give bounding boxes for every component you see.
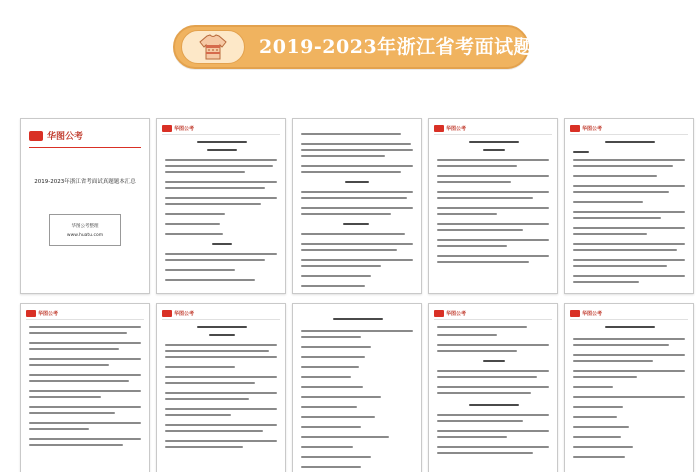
text-line bbox=[301, 191, 413, 193]
text-line bbox=[605, 326, 655, 328]
page-thumbnail-5[interactable] bbox=[564, 118, 694, 294]
page-thumbnail-8[interactable] bbox=[292, 303, 422, 472]
brand-logo-text: 华图公考 bbox=[174, 310, 195, 317]
banner-title: 2019-2023年浙江省考面试题本 bbox=[259, 36, 553, 58]
brand-logo-small bbox=[162, 124, 194, 132]
text-line bbox=[301, 197, 407, 199]
header-rule bbox=[162, 319, 280, 320]
text-line bbox=[301, 233, 405, 235]
text-line bbox=[301, 446, 353, 448]
page-thumbnail-9[interactable] bbox=[428, 303, 558, 472]
text-line bbox=[29, 380, 129, 382]
page-thumbnail-4[interactable] bbox=[428, 118, 558, 294]
text-line bbox=[573, 217, 661, 219]
text-line bbox=[29, 374, 141, 376]
text-line bbox=[165, 259, 265, 261]
text-line bbox=[437, 223, 549, 225]
text-line bbox=[573, 436, 621, 438]
text-line bbox=[437, 376, 537, 378]
text-line bbox=[165, 424, 277, 426]
text-line bbox=[437, 175, 549, 177]
cover-title: 2019-2023年浙江省考面试真题题本汇总 bbox=[34, 179, 136, 185]
text-line bbox=[165, 223, 220, 225]
text-line bbox=[301, 155, 385, 157]
text-line bbox=[437, 386, 549, 388]
text-line bbox=[301, 285, 365, 287]
text-line bbox=[165, 213, 225, 215]
text-line bbox=[573, 185, 685, 187]
page-thumbnail-3[interactable] bbox=[292, 118, 422, 294]
text-line bbox=[301, 171, 401, 173]
header-rule bbox=[434, 319, 552, 320]
text-line bbox=[301, 249, 397, 251]
text-line bbox=[573, 354, 685, 356]
text-line bbox=[573, 416, 617, 418]
text-line bbox=[165, 366, 235, 368]
brand-logo-text: 华图公考 bbox=[446, 125, 467, 132]
brand-mark-icon bbox=[29, 131, 43, 141]
text-line bbox=[301, 149, 413, 151]
text-line bbox=[483, 360, 505, 362]
text-line bbox=[29, 444, 123, 446]
text-line bbox=[165, 171, 245, 173]
text-line bbox=[301, 456, 371, 458]
brand-mark-icon bbox=[570, 125, 580, 132]
text-line bbox=[29, 390, 141, 392]
brand-logo-small bbox=[26, 309, 58, 317]
text-line bbox=[301, 396, 381, 398]
text-line bbox=[209, 334, 235, 336]
text-line bbox=[345, 181, 369, 183]
brand-mark-icon bbox=[434, 310, 444, 317]
text-line bbox=[437, 326, 527, 328]
brand-logo-text: 华图公考 bbox=[47, 132, 84, 142]
title-banner bbox=[173, 25, 553, 69]
text-line bbox=[573, 275, 685, 277]
text-line bbox=[301, 376, 351, 378]
text-line bbox=[573, 227, 685, 229]
brand-logo-text: 华图公考 bbox=[582, 310, 603, 317]
text-line bbox=[573, 344, 669, 346]
text-line bbox=[573, 249, 677, 251]
text-line bbox=[437, 239, 549, 241]
text-line bbox=[437, 430, 549, 432]
text-line bbox=[605, 141, 655, 143]
text-line bbox=[197, 141, 247, 143]
text-line bbox=[437, 392, 531, 394]
text-line bbox=[437, 229, 523, 231]
cover-box-line2: www.huatu.com bbox=[66, 232, 104, 238]
brand-logo-text: 华图公考 bbox=[38, 310, 59, 317]
page-thumbnail-cover[interactable] bbox=[20, 118, 150, 294]
text-line bbox=[573, 396, 685, 398]
text-line bbox=[29, 422, 141, 424]
brand-logo-text: 华图公考 bbox=[174, 125, 195, 132]
text-line bbox=[437, 197, 533, 199]
text-line bbox=[573, 159, 685, 161]
text-line bbox=[301, 330, 413, 332]
text-line bbox=[29, 332, 127, 334]
text-line bbox=[29, 364, 109, 366]
text-line bbox=[165, 414, 231, 416]
text-line bbox=[301, 346, 371, 348]
text-line bbox=[437, 255, 549, 257]
brand-logo-small bbox=[162, 309, 194, 317]
text-line bbox=[573, 175, 657, 177]
text-line bbox=[483, 149, 505, 151]
text-line bbox=[437, 414, 549, 416]
text-line bbox=[29, 438, 141, 440]
text-line bbox=[343, 223, 369, 225]
text-line bbox=[573, 338, 685, 340]
text-line bbox=[301, 406, 357, 408]
brand-mark-icon bbox=[162, 125, 172, 132]
text-line bbox=[165, 446, 243, 448]
text-line bbox=[301, 243, 413, 245]
brand-logo-text: 华图公考 bbox=[582, 125, 603, 132]
brand-logo-text: 华图公考 bbox=[446, 310, 467, 317]
text-line bbox=[437, 452, 533, 454]
text-line bbox=[165, 344, 277, 346]
brand-logo-small bbox=[570, 309, 602, 317]
text-line bbox=[29, 342, 141, 344]
text-line bbox=[301, 165, 413, 167]
cover-info-box bbox=[49, 214, 121, 246]
text-line bbox=[165, 408, 277, 410]
text-line bbox=[573, 259, 685, 261]
text-line bbox=[573, 426, 629, 428]
text-line bbox=[165, 187, 265, 189]
text-line bbox=[207, 149, 237, 151]
text-line bbox=[437, 420, 523, 422]
text-line bbox=[301, 356, 365, 358]
page-thumbnail-7[interactable] bbox=[156, 303, 286, 472]
text-line bbox=[165, 356, 277, 358]
text-line bbox=[165, 203, 261, 205]
text-line bbox=[29, 358, 141, 360]
text-line bbox=[301, 336, 361, 338]
text-line bbox=[573, 233, 647, 235]
page-thumbnail-10[interactable] bbox=[564, 303, 694, 472]
text-line bbox=[437, 446, 549, 448]
text-line bbox=[437, 344, 549, 346]
text-line bbox=[165, 165, 273, 167]
text-line bbox=[165, 392, 277, 394]
text-line bbox=[212, 243, 232, 245]
brand-mark-icon bbox=[162, 310, 172, 317]
text-line bbox=[573, 370, 685, 372]
text-line bbox=[165, 279, 255, 281]
text-line bbox=[437, 370, 549, 372]
text-line bbox=[29, 348, 119, 350]
text-line bbox=[165, 181, 277, 183]
cover-rule bbox=[29, 147, 141, 148]
text-line bbox=[437, 159, 549, 161]
page-thumbnail-6[interactable] bbox=[20, 303, 150, 472]
text-line bbox=[165, 398, 249, 400]
text-line bbox=[165, 430, 263, 432]
text-line bbox=[437, 350, 517, 352]
text-line bbox=[301, 265, 381, 267]
text-line bbox=[165, 440, 277, 442]
sweater-icon bbox=[181, 30, 245, 64]
text-line bbox=[333, 318, 383, 320]
text-line bbox=[301, 259, 413, 261]
text-line bbox=[573, 201, 643, 203]
text-line bbox=[29, 428, 89, 430]
text-line bbox=[437, 334, 497, 336]
text-line bbox=[573, 456, 625, 458]
text-line bbox=[573, 243, 685, 245]
brand-logo-small bbox=[434, 309, 466, 317]
text-line bbox=[165, 253, 277, 255]
text-line bbox=[573, 360, 653, 362]
text-line bbox=[29, 326, 141, 328]
text-line bbox=[165, 350, 269, 352]
brand-mark-icon bbox=[26, 310, 36, 317]
text-line bbox=[573, 446, 633, 448]
text-line bbox=[29, 412, 115, 414]
brand-logo-small bbox=[570, 124, 602, 132]
text-line bbox=[165, 382, 255, 384]
text-line bbox=[437, 436, 507, 438]
brand-mark-icon bbox=[570, 310, 580, 317]
header-rule bbox=[570, 134, 688, 135]
text-line bbox=[197, 326, 247, 328]
text-line bbox=[301, 436, 389, 438]
text-line bbox=[301, 143, 411, 145]
text-line bbox=[165, 269, 235, 271]
text-line bbox=[573, 281, 639, 283]
header-rule bbox=[570, 319, 688, 320]
text-line bbox=[437, 191, 549, 193]
text-line bbox=[573, 151, 589, 153]
brand-logo bbox=[29, 129, 83, 142]
text-line bbox=[301, 426, 361, 428]
text-line bbox=[301, 275, 371, 277]
text-line bbox=[469, 141, 519, 143]
text-line bbox=[573, 376, 637, 378]
text-line bbox=[573, 386, 613, 388]
text-line bbox=[301, 213, 391, 215]
text-line bbox=[301, 366, 359, 368]
text-line bbox=[165, 159, 277, 161]
text-line bbox=[437, 165, 517, 167]
header-rule bbox=[26, 319, 144, 320]
header-rule bbox=[162, 134, 280, 135]
header-rule bbox=[434, 134, 552, 135]
text-line bbox=[301, 207, 413, 209]
brand-mark-icon bbox=[434, 125, 444, 132]
text-line bbox=[301, 133, 401, 135]
text-line bbox=[573, 211, 685, 213]
text-line bbox=[165, 376, 277, 378]
text-line bbox=[437, 207, 549, 209]
text-line bbox=[573, 191, 669, 193]
cover-box-line1: 华图公考整理 bbox=[71, 223, 99, 229]
text-line bbox=[573, 165, 673, 167]
text-line bbox=[437, 213, 497, 215]
text-line bbox=[437, 261, 529, 263]
text-line bbox=[573, 406, 623, 408]
text-line bbox=[29, 406, 141, 408]
page-thumbnail-2[interactable] bbox=[156, 118, 286, 294]
text-line bbox=[301, 466, 361, 468]
text-line bbox=[301, 386, 363, 388]
text-line bbox=[165, 197, 277, 199]
text-line bbox=[301, 416, 375, 418]
text-line bbox=[165, 233, 223, 235]
brand-logo-small bbox=[434, 124, 466, 132]
text-line bbox=[437, 181, 511, 183]
text-line bbox=[573, 265, 667, 267]
text-line bbox=[29, 396, 101, 398]
text-line bbox=[469, 404, 519, 406]
text-line bbox=[437, 245, 507, 247]
